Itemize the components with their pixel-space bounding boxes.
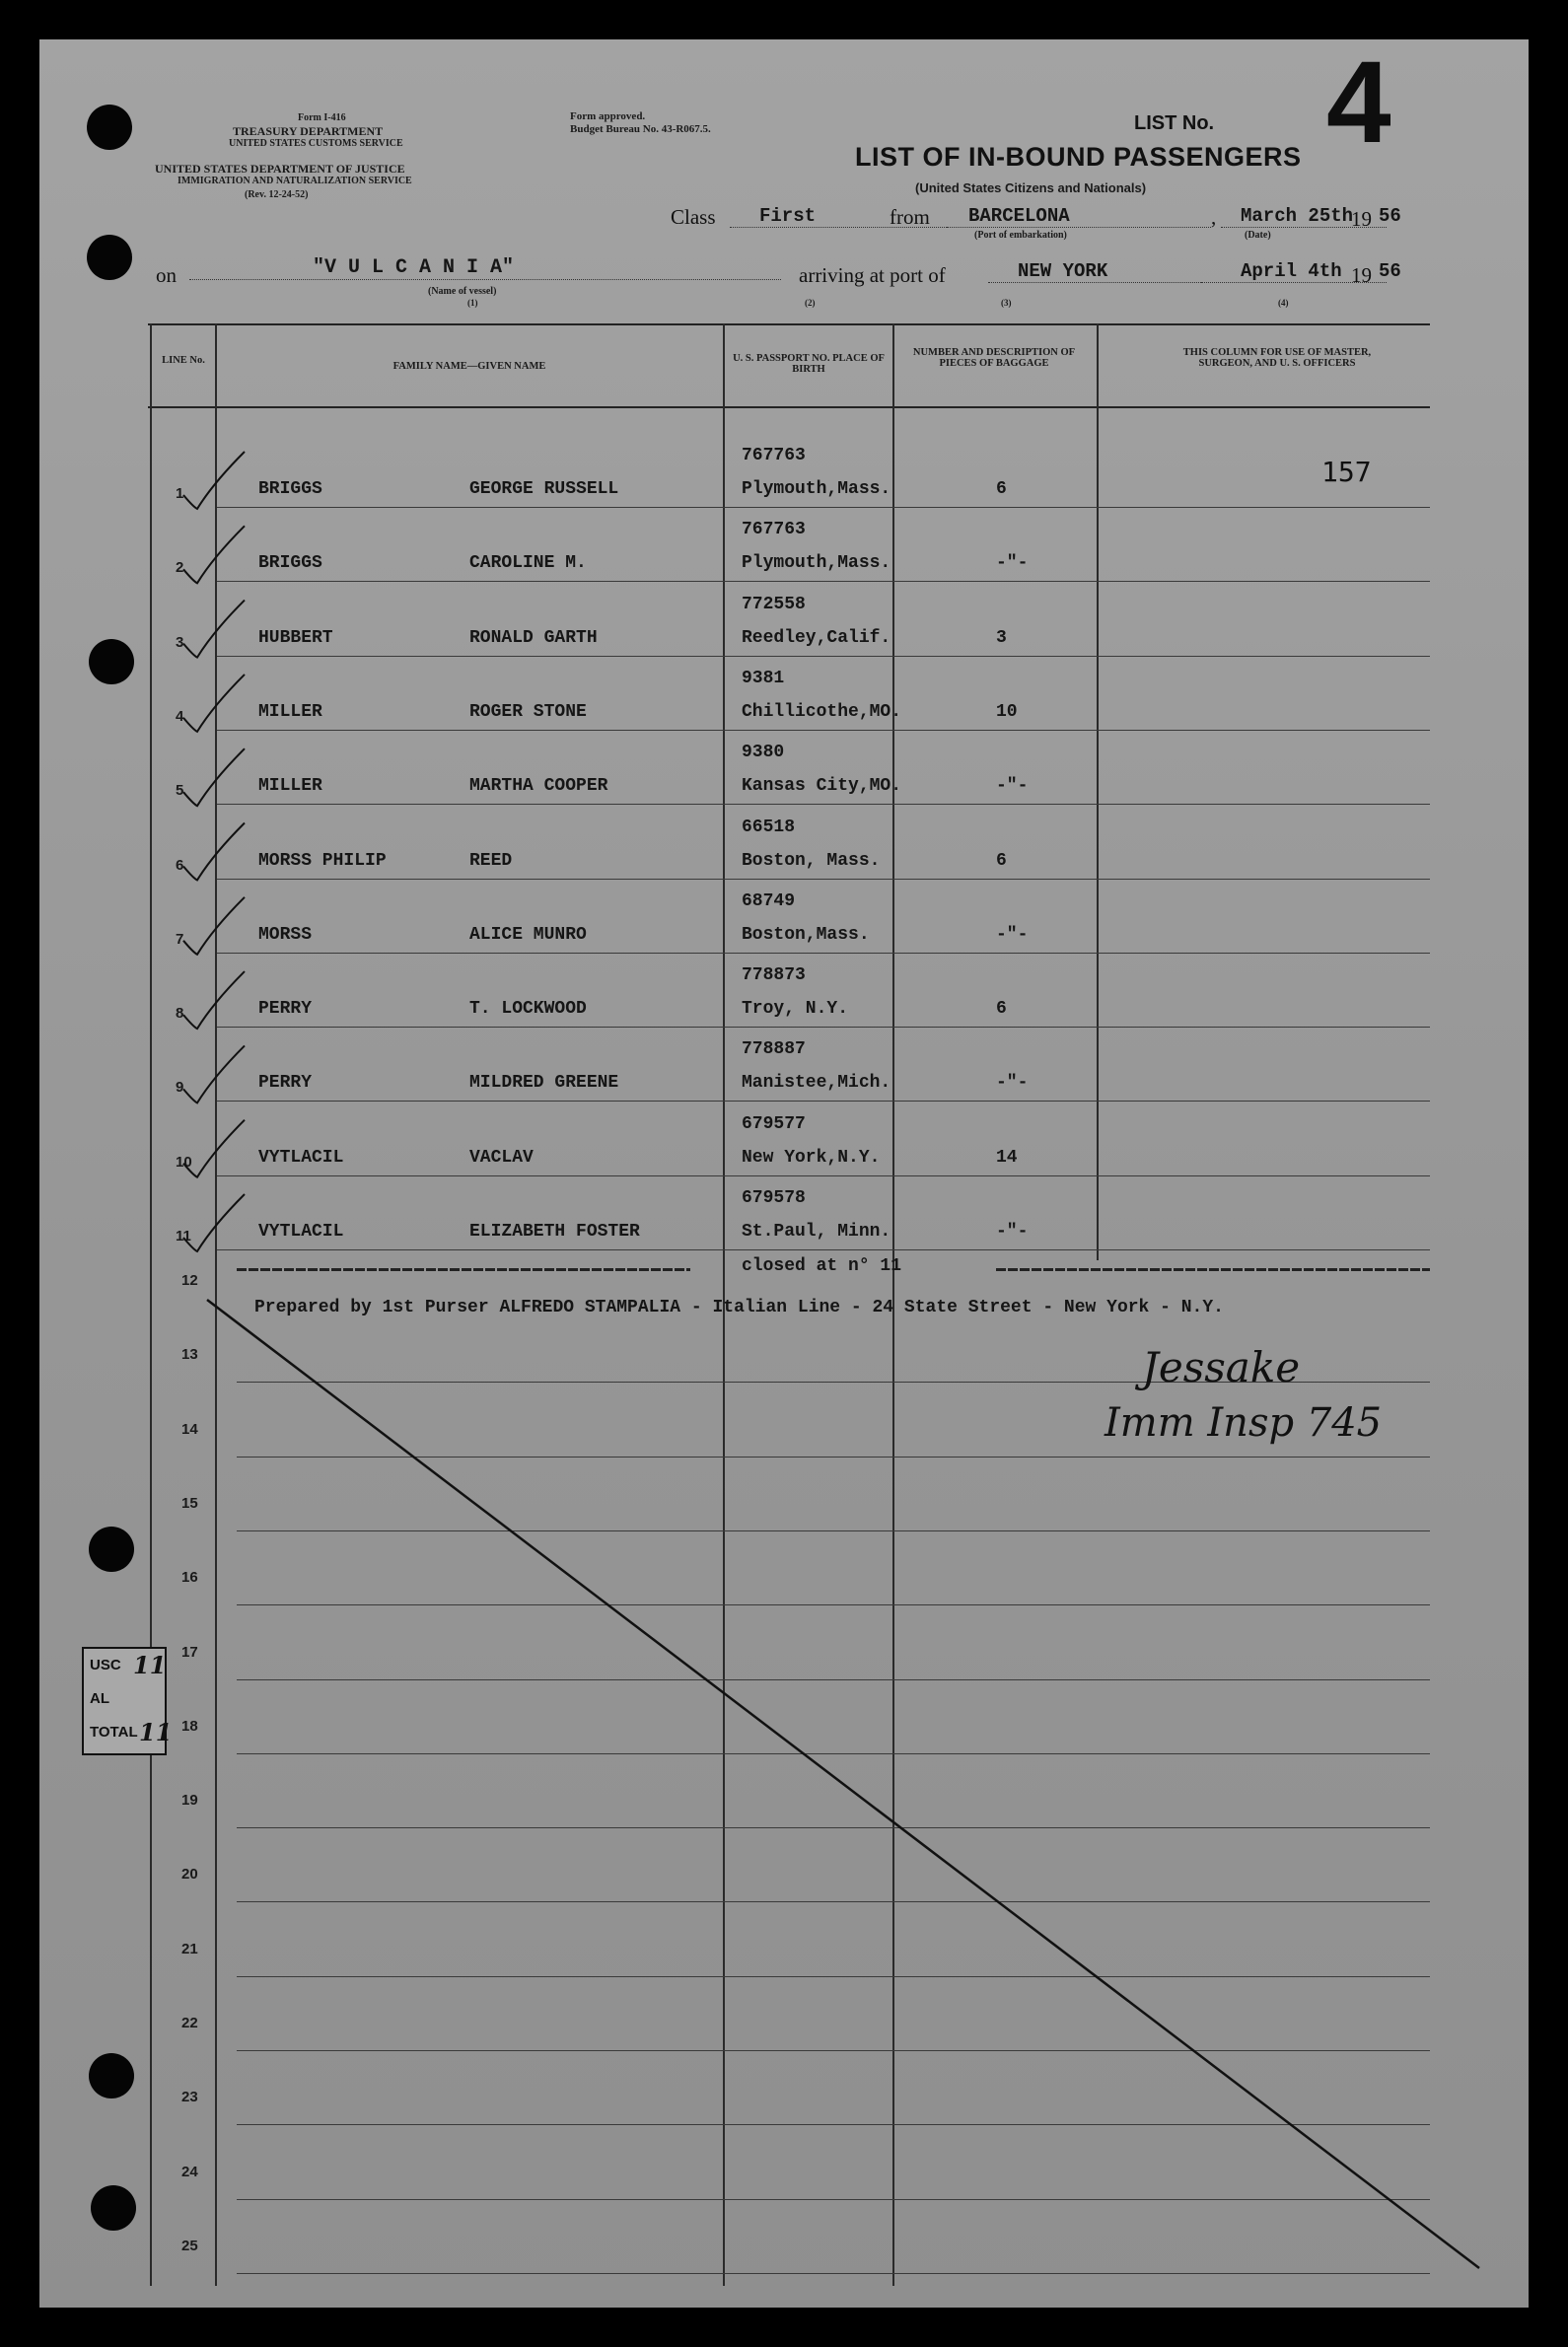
empty-line-number: 12 bbox=[181, 1272, 198, 1289]
vessel-name: "V U L C A N I A" bbox=[189, 256, 781, 280]
passport-number: 767763 bbox=[742, 446, 806, 465]
given-name: VACLAV bbox=[469, 1147, 534, 1168]
from-label: from bbox=[890, 205, 930, 229]
page-subtitle: (United States Citizens and Nationals) bbox=[915, 180, 1147, 195]
form-revision: (Rev. 12-24-52) bbox=[245, 189, 309, 200]
punch-hole bbox=[89, 2053, 134, 2098]
passport-number: 679577 bbox=[742, 1113, 806, 1134]
inspector-signature: Jessake bbox=[1142, 1343, 1301, 1391]
given-name: CAROLINE M. bbox=[469, 553, 587, 574]
punch-hole bbox=[87, 105, 132, 150]
given-name: GEORGE RUSSELL bbox=[469, 479, 619, 499]
punch-hole bbox=[91, 2185, 136, 2231]
departure-year: 56 bbox=[1379, 205, 1401, 227]
col-header-name: FAMILY NAME—GIVEN NAME bbox=[392, 361, 546, 372]
empty-line-number: 14 bbox=[181, 1420, 198, 1438]
place-of-birth: Plymouth,Mass. bbox=[742, 553, 891, 574]
line-number: 2 bbox=[176, 559, 184, 577]
col-header-line-no: LINE No. bbox=[162, 355, 205, 366]
list-no-label: LIST No. bbox=[1134, 112, 1215, 134]
justice-dept: UNITED STATES DEPARTMENT OF JUSTICE bbox=[155, 162, 405, 176]
family-name: MORSS PHILIP bbox=[258, 850, 387, 871]
given-name: RONALD GARTH bbox=[469, 627, 598, 648]
total-tally: 11 bbox=[139, 1718, 173, 1746]
passport-number: 778887 bbox=[742, 1039, 806, 1060]
line-number: 6 bbox=[176, 856, 184, 874]
empty-line-number: 19 bbox=[181, 1792, 198, 1810]
usc-label: USC bbox=[90, 1657, 121, 1673]
place-of-birth: Manistee,Mich. bbox=[742, 1073, 891, 1094]
given-name: MILDRED GREENE bbox=[469, 1073, 619, 1094]
family-name: MORSS bbox=[258, 924, 313, 945]
line-number: 11 bbox=[176, 1228, 191, 1245]
date-caption: (Date) bbox=[1245, 230, 1271, 241]
page-title: LIST OF IN-BOUND PASSENGERS bbox=[855, 142, 1302, 172]
on-label: on bbox=[156, 263, 177, 287]
place-of-birth: Boston,Mass. bbox=[742, 924, 870, 945]
family-name: MILLER bbox=[258, 776, 322, 797]
place-of-birth: New York,N.Y. bbox=[742, 1147, 881, 1168]
total-label: TOTAL bbox=[90, 1724, 138, 1741]
check-mark bbox=[183, 1045, 245, 1102]
check-mark bbox=[183, 1120, 245, 1177]
list-number: 4 bbox=[1326, 37, 1391, 168]
closed-note: closed at n° 11 bbox=[742, 1256, 902, 1276]
family-name: PERRY bbox=[258, 999, 313, 1020]
given-name: REED bbox=[469, 850, 513, 871]
empty-line-number: 15 bbox=[181, 1494, 198, 1512]
arrival-port: NEW YORK bbox=[988, 260, 1205, 283]
line-number: 3 bbox=[176, 633, 184, 651]
place-of-birth: Chillicothe,MO. bbox=[742, 701, 902, 722]
arrival-year: 56 bbox=[1379, 260, 1401, 282]
check-mark bbox=[183, 897, 245, 955]
empty-line-number: 18 bbox=[181, 1717, 198, 1735]
check-mark bbox=[183, 452, 245, 509]
customs-service: UNITED STATES CUSTOMS SERVICE bbox=[229, 138, 403, 149]
arriving-label: arriving at port of bbox=[799, 263, 946, 287]
passport-number: 9380 bbox=[742, 743, 785, 763]
given-name: ROGER STONE bbox=[469, 701, 587, 722]
baggage-count: 6 bbox=[996, 850, 1007, 871]
check-mark bbox=[183, 748, 245, 806]
passport-number: 66518 bbox=[742, 817, 796, 837]
place-of-birth: Reedley,Calif. bbox=[742, 627, 891, 648]
baggage-count: -"- bbox=[996, 1222, 1029, 1242]
baggage-count: 10 bbox=[996, 701, 1018, 722]
empty-line-number: 13 bbox=[181, 1346, 198, 1364]
baggage-count: -"- bbox=[996, 776, 1029, 797]
punch-hole bbox=[89, 1527, 134, 1572]
baggage-count: -"- bbox=[996, 553, 1029, 574]
arrival-year-prefix: 19 bbox=[1351, 263, 1372, 287]
passport-number: 9381 bbox=[742, 668, 785, 688]
line-number: 5 bbox=[176, 782, 184, 800]
usc-tally: 11 bbox=[133, 1651, 167, 1679]
given-name: MARTHA COOPER bbox=[469, 776, 608, 797]
given-name: ELIZABETH FOSTER bbox=[469, 1222, 640, 1242]
check-mark bbox=[183, 823, 245, 881]
embark-port: BARCELONA bbox=[947, 205, 1211, 228]
form-approved: Form approved. bbox=[570, 110, 646, 122]
family-name: VYTLACIL bbox=[258, 1147, 344, 1168]
place-of-birth: Troy, N.Y. bbox=[742, 999, 849, 1020]
check-mark bbox=[183, 675, 245, 732]
arrival-date: April 4th bbox=[1201, 260, 1387, 283]
family-name: VYTLACIL bbox=[258, 1222, 344, 1242]
embark-port-caption: (Port of embarkation) bbox=[974, 230, 1067, 241]
passport-number: 679578 bbox=[742, 1188, 806, 1208]
col-caption-3: (3) bbox=[1001, 298, 1012, 308]
given-name: T. LOCKWOOD bbox=[469, 999, 587, 1020]
budget-bureau: Budget Bureau No. 43-R067.5. bbox=[570, 123, 711, 135]
baggage-count: -"- bbox=[996, 1073, 1029, 1094]
punch-hole bbox=[87, 235, 132, 280]
empty-line-number: 24 bbox=[181, 2163, 198, 2180]
official-use-value: 157 bbox=[1321, 456, 1372, 488]
passport-number: 68749 bbox=[742, 890, 796, 911]
passport-number: 772558 bbox=[742, 594, 806, 614]
departure-date: March 25th bbox=[1221, 205, 1387, 228]
baggage-count: 14 bbox=[996, 1147, 1018, 1168]
line-number: 4 bbox=[176, 707, 184, 725]
line-number: 8 bbox=[176, 1005, 184, 1023]
ins-service: IMMIGRATION AND NATURALIZATION SERVICE bbox=[178, 176, 412, 186]
check-mark bbox=[183, 1194, 245, 1251]
check-mark bbox=[183, 601, 245, 658]
family-name: BRIGGS bbox=[258, 479, 322, 499]
baggage-count: 6 bbox=[996, 999, 1007, 1020]
depart-year-prefix: 19 bbox=[1351, 207, 1372, 231]
place-of-birth: Plymouth,Mass. bbox=[742, 479, 891, 499]
treasury-dept: TREASURY DEPARTMENT bbox=[233, 124, 384, 138]
col-header-baggage: NUMBER AND DESCRIPTION OF PIECES OF BAGGAGE bbox=[912, 347, 1076, 369]
punch-hole bbox=[89, 639, 134, 684]
inspector-note: Imm Insp 745 bbox=[1105, 1400, 1383, 1446]
family-name: PERRY bbox=[258, 1073, 313, 1094]
passport-number: 767763 bbox=[742, 520, 806, 540]
empty-line-number: 17 bbox=[181, 1643, 198, 1661]
place-of-birth: Kansas City,MO. bbox=[742, 776, 902, 797]
col-header-passport: U. S. PASSPORT NO. PLACE OF BIRTH bbox=[733, 353, 885, 375]
class-label: Class bbox=[671, 205, 716, 229]
manifest-sheet: Form I-416 TREASURY DEPARTMENT UNITED STATES CUSTOMS SERVICE UNITED STATES DEPARTMENT OF JUSTICE IMMIGRATION AND NATURALIZATION SERVICE (Rev. 12-24-52) Form approved. Budget Bureau No. 43-R067.5. LIST No. 4 LIST OF IN-BOUND PASSENGERS (United States Citizens and Nationals) Class First from BARCELONA (Port of embarkation) , March 25th (Date) 19 56 on "V U L C A N I A" (Name of vessel) (1) arriving at port of NEW YORK April 4th 19 56 (2) (3) (4) LINE No. FAMILY NAME—GIVEN NAME U. S. PASSPORT NO. PLACE OF BIRTH NUMBER AND DESCRIPTION OF PIECES OF BAGGAGE THIS COLUMN FOR USE OF MASTER, SURGEON, AND U. S. OFFICERS 1 BRIGGS GEORGE RUSSELL 767763 Plymouth,Mass. 6 157 2 BRIGGS CAROLINE M. 767763 Plymouth,Mass. -"- 3 HUBBERT RONALD GARTH 772558 Reedley,Calif. 3 4 MILLER ROGER STONE 9381 Chillicothe,MO. 10 5 MILLER MARTHA COOPER 9380 Kansas City,MO. -"- 6 MORSS PHILIP REED 66518 Boston, Mass. 6 7 MORSS ALICE MUNRO 68749 Boston,Mass. -"- 8 PERRY T. LOCKWOOD 778873 Troy, N.Y. 6 9 PERRY MILDRED GREENE 778887 Manistee,Mich. -"- 10 VYTLACIL VACLAV 679577 New York,N.Y. 14 11 VYTLACIL ELIZABETH FOSTER 679578 St.Paul, Minn. -"- closed at n° 11 Prepared by 1st Purser ALFREDO STAMPALIA - Italian Line - 24 State Street - New York - N.Y. 12 13 14 15 16 17 18 19 20 21 22 23 24 25 Jessake Imm Insp 745 bbox=[39, 39, 1529, 2308]
empty-line-number: 25 bbox=[181, 2237, 198, 2254]
check-marks bbox=[39, 39, 1529, 2308]
usc-tally-stamp bbox=[82, 1647, 173, 1755]
vessel-caption: (Name of vessel) bbox=[428, 286, 497, 297]
class-value: First bbox=[730, 205, 947, 228]
empty-line-number: 21 bbox=[181, 1940, 198, 1957]
given-name: ALICE MUNRO bbox=[469, 924, 587, 945]
place-of-birth: Boston, Mass. bbox=[742, 850, 881, 871]
check-mark bbox=[183, 971, 245, 1029]
baggage-count: -"- bbox=[996, 924, 1029, 945]
empty-line-number: 22 bbox=[181, 2015, 198, 2031]
line-number: 7 bbox=[176, 930, 184, 948]
check-mark bbox=[183, 526, 245, 583]
form-number: Form I-416 bbox=[298, 112, 346, 123]
al-label: AL bbox=[90, 1690, 109, 1707]
line-number: 9 bbox=[176, 1079, 184, 1097]
empty-line-number: 23 bbox=[181, 2089, 198, 2106]
family-name: HUBBERT bbox=[258, 627, 333, 648]
baggage-count: 3 bbox=[996, 627, 1007, 648]
empty-line-number: 20 bbox=[181, 1866, 198, 1884]
line-number: 10 bbox=[176, 1153, 192, 1171]
col-caption-4: (4) bbox=[1278, 298, 1289, 308]
col-caption-2: (2) bbox=[805, 298, 816, 308]
baggage-count: 6 bbox=[996, 479, 1007, 499]
family-name: BRIGGS bbox=[258, 553, 322, 574]
line-number: 1 bbox=[176, 485, 184, 502]
place-of-birth: St.Paul, Minn. bbox=[742, 1222, 891, 1242]
family-name: MILLER bbox=[258, 701, 322, 722]
prepared-by: Prepared by 1st Purser ALFREDO STAMPALIA - Italian Line - 24 State Street - New York - N.Y. bbox=[254, 1298, 1224, 1317]
passport-number: 778873 bbox=[742, 965, 806, 986]
col-caption-1: (1) bbox=[467, 298, 478, 308]
empty-line-number: 16 bbox=[181, 1569, 198, 1587]
col-header-official: THIS COLUMN FOR USE OF MASTER, SURGEON, AND U. S. OFFICERS bbox=[1182, 347, 1372, 369]
